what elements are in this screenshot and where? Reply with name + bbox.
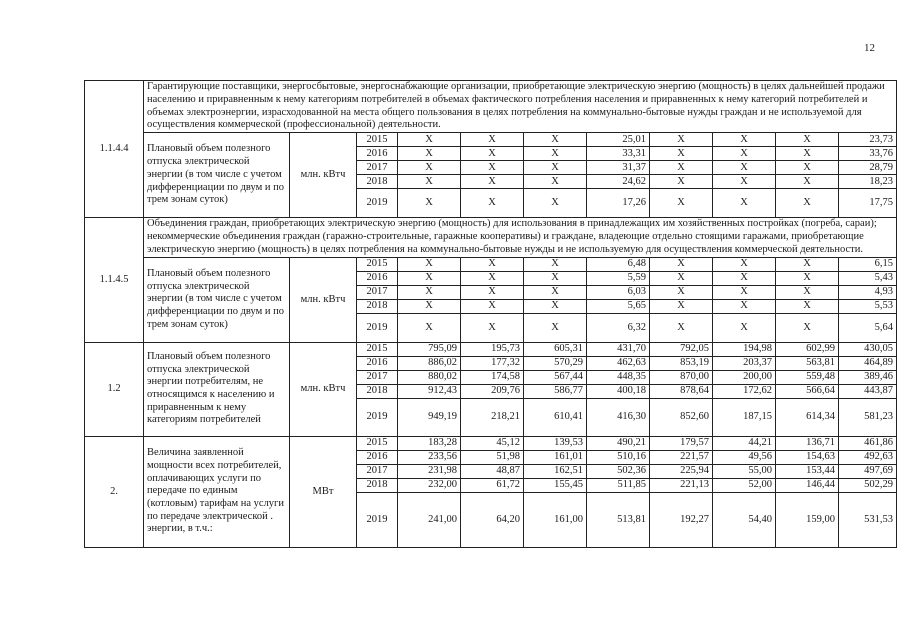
value-cell: X (398, 147, 461, 161)
year-cell: 2017 (357, 161, 398, 175)
value-cell: X (776, 271, 839, 285)
year-cell: 2018 (357, 175, 398, 189)
value-cell: 136,71 (776, 436, 839, 450)
year-cell: 2018 (357, 478, 398, 492)
value-cell: 5,59 (587, 271, 650, 285)
year-cell: 2015 (357, 257, 398, 271)
value-cell: 614,34 (776, 398, 839, 436)
value-cell: X (398, 271, 461, 285)
value-cell: 17,75 (839, 189, 897, 218)
value-cell: 6,15 (839, 257, 897, 271)
value-cell: 416,30 (587, 398, 650, 436)
section-header-row (85, 218, 897, 257)
value-cell: 177,32 (461, 356, 524, 370)
value-cell: X (524, 285, 587, 299)
value-cell: X (461, 133, 524, 147)
row-code: 1.1.4.4 (85, 81, 144, 218)
table-row (85, 257, 897, 271)
value-cell: 154,63 (776, 450, 839, 464)
value-cell: 880,02 (398, 370, 461, 384)
indicator-description: Величина заявленной мощности всех потребителей, оплачивающих услуги по передаче по единым (котловым) тарифам на услуги по передаче электрической . энергии, в т.ч.: (144, 436, 290, 547)
value-cell: X (461, 189, 524, 218)
value-cell: 146,44 (776, 478, 839, 492)
row-code: 1.1.4.5 (85, 218, 144, 342)
value-cell: X (461, 175, 524, 189)
value-cell: X (776, 133, 839, 147)
value-cell: 602,99 (776, 342, 839, 356)
value-cell: 23,73 (839, 133, 897, 147)
value-cell: 531,53 (839, 492, 897, 547)
unit-cell: млн. кВтч (290, 133, 357, 218)
value-cell: 464,89 (839, 356, 897, 370)
value-cell: X (461, 285, 524, 299)
value-cell: X (650, 299, 713, 313)
value-cell: 792,05 (650, 342, 713, 356)
value-cell: X (461, 299, 524, 313)
value-cell: 54,40 (713, 492, 776, 547)
value-cell: X (776, 257, 839, 271)
value-cell: 5,64 (839, 313, 897, 342)
value-cell: 159,00 (776, 492, 839, 547)
value-cell: 203,37 (713, 356, 776, 370)
value-cell: 187,15 (713, 398, 776, 436)
value-cell: X (650, 175, 713, 189)
value-cell: 853,19 (650, 356, 713, 370)
value-cell: 502,36 (587, 464, 650, 478)
year-cell: 2017 (357, 285, 398, 299)
value-cell: 209,76 (461, 384, 524, 398)
year-cell: 2019 (357, 398, 398, 436)
table-body (85, 81, 897, 548)
value-cell: 24,62 (587, 175, 650, 189)
value-cell: 6,48 (587, 257, 650, 271)
value-cell: 448,35 (587, 370, 650, 384)
value-cell: X (776, 161, 839, 175)
value-cell: X (461, 271, 524, 285)
value-cell: 566,64 (776, 384, 839, 398)
year-cell: 2019 (357, 189, 398, 218)
value-cell: 139,53 (524, 436, 587, 450)
value-cell: X (524, 147, 587, 161)
value-cell: 51,98 (461, 450, 524, 464)
value-cell: 490,21 (587, 436, 650, 450)
value-cell: 886,02 (398, 356, 461, 370)
value-cell: 6,32 (587, 313, 650, 342)
value-cell: X (398, 257, 461, 271)
value-cell: 559,48 (776, 370, 839, 384)
value-cell: 153,44 (776, 464, 839, 478)
value-cell: X (398, 285, 461, 299)
value-cell: 61,72 (461, 478, 524, 492)
data-table (84, 80, 897, 548)
value-cell: X (713, 133, 776, 147)
value-cell: X (650, 257, 713, 271)
value-cell: X (398, 133, 461, 147)
table-row (85, 436, 897, 450)
value-cell: 225,94 (650, 464, 713, 478)
year-cell: 2019 (357, 492, 398, 547)
value-cell: 510,16 (587, 450, 650, 464)
value-cell: 64,20 (461, 492, 524, 547)
year-cell: 2017 (357, 464, 398, 478)
value-cell: X (650, 313, 713, 342)
value-cell: X (461, 161, 524, 175)
value-cell: X (398, 299, 461, 313)
section-header-text: Гарантирующие поставщики, энергосбытовые, энергоснабжающие организации, приобретающие электрическую энергию (мощность) в целях дальнейшей продажи населению и приравненным к нему категориям потребителей в объемах фактического потребления населения и приравненных к нему категорий потребителей и объемах электроэнергии, израсходованной на места общего пользования в целях потребления на коммунально-бытовые нужды граждан и не используемой для осуществления коммерческой (профессиональной) деятельности. (144, 81, 897, 133)
year-cell: 2015 (357, 436, 398, 450)
value-cell: 462,63 (587, 356, 650, 370)
indicator-description: Плановый объем полезного отпуска электрической энергии (в том числе с учетом дифференциации по двум и по трем зонам суток) (144, 257, 290, 342)
value-cell: 195,73 (461, 342, 524, 356)
value-cell: 502,29 (839, 478, 897, 492)
value-cell: 443,87 (839, 384, 897, 398)
value-cell: 44,21 (713, 436, 776, 450)
value-cell: 45,12 (461, 436, 524, 450)
value-cell: 241,00 (398, 492, 461, 547)
value-cell: X (650, 285, 713, 299)
value-cell: 233,56 (398, 450, 461, 464)
value-cell: 161,00 (524, 492, 587, 547)
value-cell: 192,27 (650, 492, 713, 547)
value-cell: X (524, 313, 587, 342)
value-cell: X (398, 313, 461, 342)
value-cell: 55,00 (713, 464, 776, 478)
value-cell: 49,56 (713, 450, 776, 464)
value-cell: 430,05 (839, 342, 897, 356)
indicator-description: Плановый объем полезного отпуска электрической энергии потребителям, не относящимся к населению и приравненным к нему категориям потребителей (144, 342, 290, 436)
value-cell: X (650, 161, 713, 175)
value-cell: 4,93 (839, 285, 897, 299)
section-header-row (85, 81, 897, 133)
value-cell: X (461, 257, 524, 271)
section-header-text: Объединения граждан, приобретающих электрическую энергию (мощность) для использования в принадлежащих им хозяйственных постройках (погреба, сараи); некоммерческие объединения граждан (гаражно-строительные, гаражные кооперативы) и граждане, владеющие отдельно стоящими гаражами, приобретающие электрическую энергию (мощность) в целях потребления на коммунально-бытовые нужды и не используемую для осуществления коммерческой деятельности. (144, 218, 897, 257)
value-cell: 231,98 (398, 464, 461, 478)
value-cell: X (524, 133, 587, 147)
value-cell: 586,77 (524, 384, 587, 398)
value-cell: 567,44 (524, 370, 587, 384)
value-cell: 5,65 (587, 299, 650, 313)
value-cell: 218,21 (461, 398, 524, 436)
value-cell: X (713, 147, 776, 161)
value-cell: 174,58 (461, 370, 524, 384)
indicator-description: Плановый объем полезного отпуска электрической энергии (в том числе с учетом дифференциации по двум и по трем зонам суток) (144, 133, 290, 218)
value-cell: 179,57 (650, 436, 713, 450)
value-cell: X (713, 285, 776, 299)
value-cell: 172,62 (713, 384, 776, 398)
page-number: 12 (864, 42, 875, 54)
value-cell: 492,63 (839, 450, 897, 464)
value-cell: X (524, 257, 587, 271)
value-cell: X (713, 189, 776, 218)
value-cell: X (524, 175, 587, 189)
value-cell: X (713, 313, 776, 342)
value-cell: 18,23 (839, 175, 897, 189)
year-cell: 2016 (357, 147, 398, 161)
value-cell: 912,43 (398, 384, 461, 398)
value-cell: 232,00 (398, 478, 461, 492)
value-cell: 795,09 (398, 342, 461, 356)
value-cell: 162,51 (524, 464, 587, 478)
year-cell: 2016 (357, 356, 398, 370)
value-cell: 949,19 (398, 398, 461, 436)
unit-cell: млн. кВтч (290, 257, 357, 342)
value-cell: X (650, 133, 713, 147)
value-cell: X (461, 147, 524, 161)
value-cell: 5,43 (839, 271, 897, 285)
value-cell: 31,37 (587, 161, 650, 175)
row-code: 1.2 (85, 342, 144, 436)
value-cell: X (398, 189, 461, 218)
value-cell: X (776, 285, 839, 299)
value-cell: 461,86 (839, 436, 897, 450)
year-cell: 2017 (357, 370, 398, 384)
value-cell: 25,01 (587, 133, 650, 147)
value-cell: 6,03 (587, 285, 650, 299)
value-cell: X (650, 271, 713, 285)
year-cell: 2016 (357, 450, 398, 464)
value-cell: 511,85 (587, 478, 650, 492)
value-cell: 5,53 (839, 299, 897, 313)
value-cell: X (713, 271, 776, 285)
value-cell: X (713, 299, 776, 313)
value-cell: X (776, 299, 839, 313)
value-cell: 48,87 (461, 464, 524, 478)
value-cell: X (713, 175, 776, 189)
table-row (85, 133, 897, 147)
year-cell: 2018 (357, 384, 398, 398)
value-cell: 563,81 (776, 356, 839, 370)
value-cell: 497,69 (839, 464, 897, 478)
value-cell: X (713, 161, 776, 175)
value-cell: 221,57 (650, 450, 713, 464)
value-cell: X (776, 175, 839, 189)
value-cell: 605,31 (524, 342, 587, 356)
value-cell: X (776, 313, 839, 342)
value-cell: 161,01 (524, 450, 587, 464)
value-cell: 194,98 (713, 342, 776, 356)
value-cell: 581,23 (839, 398, 897, 436)
value-cell: X (461, 313, 524, 342)
row-code: 2. (85, 436, 144, 547)
value-cell: 389,46 (839, 370, 897, 384)
value-cell: 221,13 (650, 478, 713, 492)
value-cell: X (524, 189, 587, 218)
value-cell: X (398, 161, 461, 175)
value-cell: 155,45 (524, 478, 587, 492)
value-cell: X (650, 147, 713, 161)
year-cell: 2015 (357, 342, 398, 356)
value-cell: X (524, 161, 587, 175)
value-cell: 513,81 (587, 492, 650, 547)
value-cell: X (776, 189, 839, 218)
value-cell: 400,18 (587, 384, 650, 398)
value-cell: 200,00 (713, 370, 776, 384)
value-cell: 28,79 (839, 161, 897, 175)
table-row (85, 342, 897, 356)
value-cell: 431,70 (587, 342, 650, 356)
value-cell: X (524, 271, 587, 285)
value-cell: 878,64 (650, 384, 713, 398)
value-cell: X (713, 257, 776, 271)
year-cell: 2016 (357, 271, 398, 285)
value-cell: 183,28 (398, 436, 461, 450)
value-cell: 17,26 (587, 189, 650, 218)
value-cell: 570,29 (524, 356, 587, 370)
value-cell: 33,31 (587, 147, 650, 161)
value-cell: 610,41 (524, 398, 587, 436)
value-cell: X (776, 147, 839, 161)
year-cell: 2019 (357, 313, 398, 342)
value-cell: 33,76 (839, 147, 897, 161)
year-cell: 2018 (357, 299, 398, 313)
value-cell: X (398, 175, 461, 189)
value-cell: X (650, 189, 713, 218)
unit-cell: МВт (290, 436, 357, 547)
year-cell: 2015 (357, 133, 398, 147)
value-cell: 52,00 (713, 478, 776, 492)
value-cell: X (524, 299, 587, 313)
value-cell: 870,00 (650, 370, 713, 384)
unit-cell: млн. кВтч (290, 342, 357, 436)
value-cell: 852,60 (650, 398, 713, 436)
